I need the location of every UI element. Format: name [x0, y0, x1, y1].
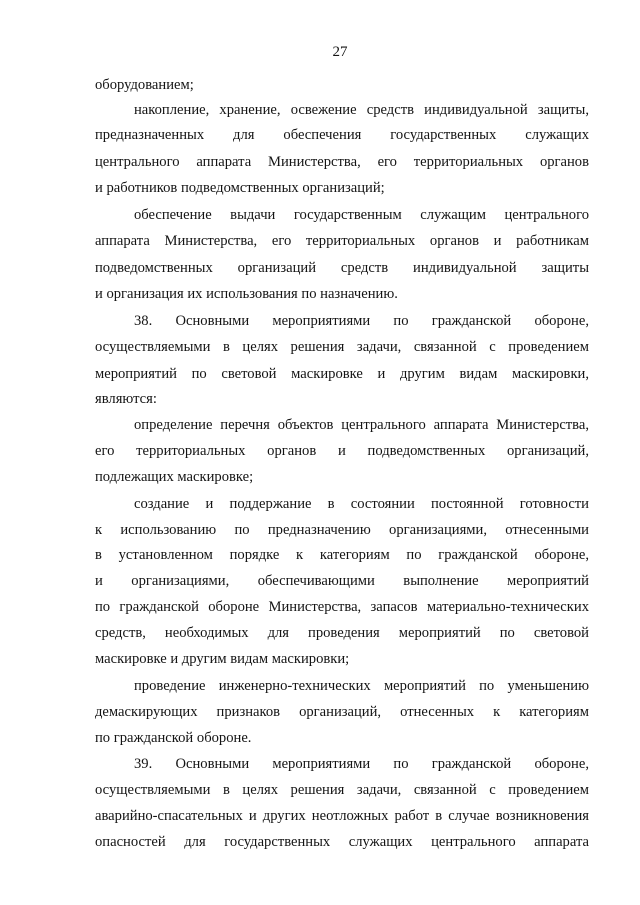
text-line: к использованию по предназначению организациями, отнесенными	[95, 522, 589, 538]
text-line: обеспечение выдачи государственным служащим центрального	[134, 207, 589, 223]
text-line: аппарата Министерства, его территориальных органов и работникам	[95, 233, 589, 249]
text-line: и организациями, обеспечивающими выполнение мероприятий	[95, 573, 589, 589]
text-line: осуществляемыми в целях решения задачи, связанной с проведением	[95, 782, 589, 798]
text-line: подведомственных организаций средств индивидуальной защиты	[95, 260, 589, 276]
text-line: и организация их использования по назначению.	[95, 286, 398, 302]
text-line: накопление, хранение, освежение средств индивидуальной защиты,	[134, 102, 589, 118]
text-line: подлежащих маскировке;	[95, 469, 254, 485]
text-line: 38. Основными мероприятиями по гражданской обороне,	[134, 313, 589, 329]
text-line: оборудованием;	[95, 77, 194, 93]
text-line: мероприятий по световой маскировке и другим видам маскировки,	[95, 366, 589, 382]
text-line: аварийно-спасательных и других неотложных работ в случае возникновения	[95, 808, 589, 824]
text-line: определение перечня объектов центрального аппарата Министерства,	[134, 417, 589, 433]
text-line: проведение инженерно-технических мероприятий по уменьшению	[134, 678, 589, 694]
text-line: его территориальных органов и подведомственных организаций,	[95, 443, 589, 459]
text-line: маскировке и другим видам маскировки;	[95, 651, 350, 667]
text-line: по гражданской обороне Министерства, запасов материально-технических	[95, 599, 589, 615]
text-line: по гражданской обороне.	[95, 730, 252, 746]
text-line: демаскирующих признаков организаций, отнесенных к категориям	[95, 704, 589, 720]
text-line: предназначенных для обеспечения государственных служащих	[95, 127, 589, 143]
page-number: 27	[332, 44, 348, 60]
text-line: и работников подведомственных организаций;	[95, 180, 385, 196]
text-line: осуществляемыми в целях решения задачи, связанной с проведением	[95, 339, 589, 355]
text-line: в установленном порядке к категориям по гражданской обороне,	[95, 547, 589, 563]
text-line: 39. Основными мероприятиями по гражданской обороне,	[134, 756, 589, 772]
text-line: центрального аппарата Министерства, его территориальных органов	[95, 154, 589, 170]
text-line: средств, необходимых для проведения мероприятий по световой	[95, 625, 589, 641]
text-line: создание и поддержание в состоянии постоянной готовности	[134, 496, 589, 512]
text-line: опасностей для государственных служащих центрального аппарата	[95, 834, 589, 850]
text-line: являются:	[95, 391, 157, 407]
